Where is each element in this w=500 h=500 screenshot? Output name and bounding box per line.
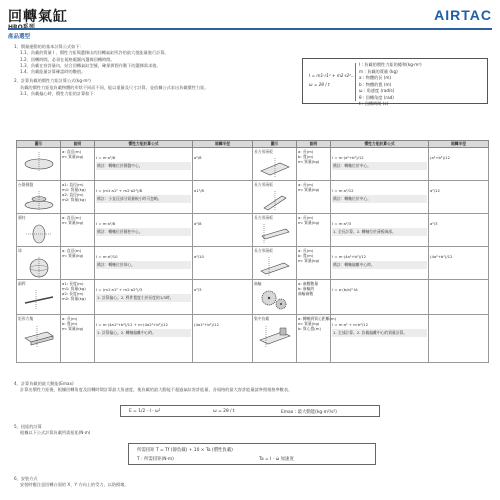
- case-label: 矩形方塊: [18, 316, 34, 321]
- formula-cell: [331, 181, 429, 214]
- formula-text: I = m·a²/12: [332, 188, 354, 193]
- section-4-body: 計算出慣性力矩後，根據回轉角度及回轉時間計算最大角速度，使負載的最大動能不超過氣缸容許能量，各規格的最大容許能量請參照規格參數表。: [20, 387, 293, 392]
- note-text: 備註：轉軸偏離中心時。: [332, 261, 427, 269]
- formula-cell: [331, 280, 429, 315]
- radius-cell: [429, 280, 489, 315]
- col-header: 圖示: [253, 141, 297, 148]
- box-divider: [355, 63, 356, 101]
- diagram-cell: [253, 247, 297, 280]
- note-line: 1.1、負載的質量 I 、慣性力矩與選擇出的回轉氣缸所許的最大值能量進行計算。: [20, 50, 169, 56]
- energy-formula: E = 1/2 · I · ω²: [129, 409, 161, 414]
- col-header: 迴轉半徑: [429, 141, 489, 148]
- rectangular-block-diagram-icon: [22, 324, 56, 348]
- dim-text: m: 質量(kg): [62, 253, 84, 258]
- note-text: 備註：轉軸位於中心。: [332, 162, 427, 170]
- table-row: [253, 148, 489, 181]
- diagram-cell: [253, 280, 297, 315]
- formula-cell: [331, 214, 429, 247]
- case-label: 球: [18, 248, 22, 253]
- diagram-cell: [17, 247, 61, 280]
- inertia-table-left: [16, 140, 253, 363]
- dim-text: a: 長(m): [298, 182, 314, 187]
- formula-text: I = m·(a²+b²)/12: [332, 155, 364, 160]
- note-text: 1. 計算偏心。2. 桿件寬度小於長度的1/3時。: [96, 294, 191, 302]
- note-line: 1.3、負載在容許量內，結合回轉氣缸型號，確保實際作動下的選擇需求值。: [20, 62, 161, 68]
- table-row: [17, 148, 253, 181]
- case-label: 長方形薄板: [254, 248, 273, 253]
- radius-text: [430, 281, 487, 287]
- radius-cell: [429, 148, 489, 181]
- table-row: [17, 181, 253, 214]
- radius-cell: [193, 247, 253, 280]
- dim-text: m1: 質量(kg): [62, 187, 86, 192]
- radius-text: a²/3: [430, 221, 438, 226]
- diagram-cell: [17, 315, 61, 363]
- thin-rod-diagram-icon: [22, 289, 56, 311]
- dim-text: a: 直徑(m): [62, 248, 82, 253]
- dim-text: m1: 質量(kg): [62, 286, 86, 291]
- formula-cell: [95, 315, 193, 363]
- formula-text: I = m·a²/8: [96, 155, 116, 160]
- diagram-cell: [253, 214, 297, 247]
- radius-text: [430, 316, 487, 322]
- omega-formula: ω = 2θ / t: [213, 409, 235, 414]
- dim-text: b: 齒輪的: [298, 286, 315, 291]
- section-5-title: 5、扭矩的計算: [14, 424, 42, 429]
- inertia-table-right: [252, 140, 489, 363]
- table-row: [17, 280, 253, 315]
- cylinder-diagram-icon: [22, 223, 56, 245]
- dims-cell: [61, 214, 95, 247]
- brand-logo: AIRTAC: [434, 7, 492, 23]
- formula-cell: [331, 148, 429, 181]
- dim-text: m: 質量(kg): [298, 258, 320, 263]
- col-header: 慣性力矩計算公式: [331, 141, 429, 148]
- dims-cell: [297, 181, 331, 214]
- section-4: [14, 381, 484, 393]
- legend-item: I : 負載的慣性力矩的總和(kg·m²): [359, 62, 422, 67]
- dim-text: m: 質量(kg): [298, 220, 320, 225]
- note-line: 1.4、負載能量計算確認時的數值。: [20, 69, 86, 75]
- radius-cell: [429, 247, 489, 280]
- legend-item: m : 負載的質量 (kg): [359, 68, 398, 74]
- formula-text: I = (m1·a1² + m2·a2²)/8: [96, 188, 143, 193]
- dims-cell: [61, 280, 95, 315]
- radius-text: a²/10: [194, 254, 204, 259]
- case-label: 集中負載: [254, 316, 270, 321]
- table-header-row: [17, 141, 253, 148]
- col-header: 慣性力矩計算公式: [95, 141, 193, 148]
- section-4-title: 4、計算負載的最大動能(Emax): [14, 381, 74, 386]
- note-text: 備註：轉軸位於球心。: [96, 261, 191, 269]
- note-text: 1. 全長計算。2. 轉軸位於薄板端部。: [332, 228, 427, 236]
- note-text: 備註：小直徑部分質量較小時可忽略。: [96, 195, 191, 203]
- section-5: [14, 424, 484, 436]
- dim-text: b: 寬(m): [298, 253, 314, 258]
- legend-item: b : 物體的寬 (m): [359, 81, 392, 87]
- diagram-cell: [253, 148, 297, 181]
- legend-item: t : 回轉時間 (s): [359, 101, 389, 106]
- note-text: 1. 全部計算。2. 負載偏離中心的質量計算。: [332, 329, 427, 337]
- col-header: 說明: [61, 141, 95, 148]
- formula-cell: [95, 247, 193, 280]
- case-label: 長方形薄板: [254, 149, 273, 154]
- table-row: [253, 214, 489, 247]
- formula-cell: [95, 148, 193, 181]
- dim-text: a2: 長度(m): [62, 291, 84, 296]
- note-text: 備註：轉軸位於圓柱中心。: [96, 228, 191, 236]
- note-line: 2、計算負載的慣性力矩計算公式(kg·m²): [14, 78, 91, 84]
- dim-text: m: 質量(kg): [298, 187, 320, 192]
- dim-text: a1: 長度(m): [62, 281, 84, 286]
- plate-diagram-icon: [258, 157, 292, 179]
- formula-cell: [331, 247, 429, 280]
- radius-cell: [193, 181, 253, 214]
- dims-cell: [297, 280, 331, 315]
- page-title: 回轉氣缸: [8, 9, 68, 25]
- dim-text: m2: 質量(kg): [62, 296, 86, 301]
- dim-text: a2: 直徑(m): [62, 192, 84, 197]
- table-row: [17, 315, 253, 363]
- legend-item: θ : 回轉角度 (rad): [359, 94, 394, 100]
- note-line: 1.2、回轉時間。必須在規格範圍內選擇回轉時間。: [20, 56, 115, 62]
- radius-text: a²/3: [194, 287, 202, 292]
- table-row: [17, 247, 253, 280]
- note-text: 1. 計算偏心。2. 轉軸偏離中心時。: [96, 329, 191, 337]
- case-label: 齒輪: [254, 281, 262, 286]
- dims-cell: [297, 214, 331, 247]
- dim-text: a: 直徑(m): [62, 149, 82, 154]
- legend-item: a : 物體的長 (m): [359, 75, 392, 80]
- dims-cell: [61, 247, 95, 280]
- symbol-legend: [359, 62, 422, 108]
- inertia-load-legend: Ta = I · ω̇ 加速度: [259, 457, 294, 462]
- dims-cell: [297, 148, 331, 181]
- col-header: 說明: [297, 141, 331, 148]
- case-label: 圓柱: [18, 215, 26, 220]
- formula-text: I = a·(b/a)²·IA: [332, 287, 358, 292]
- formula-text: I = m·(4a1²+b²)/12 + m·(4a2²+b²)/12: [96, 322, 168, 327]
- dim-text: a: 轉軸到質心距離(m): [298, 316, 337, 321]
- note-text: 備註：轉軸位於中心。: [332, 195, 427, 203]
- formula-legend-box: [302, 58, 488, 104]
- radius-text: (a²+b²)/12: [430, 155, 451, 160]
- radius-text: a²/8: [194, 221, 202, 226]
- dim-text: m: 質量(kg): [62, 326, 84, 331]
- radius-cell: [429, 181, 489, 214]
- disc-diagram-icon: [22, 151, 56, 173]
- stepped-disc-diagram-icon: [22, 190, 56, 212]
- radius-text: a1²/8: [194, 188, 204, 193]
- formula-text: I = m·(4a²+b²)/12: [332, 254, 367, 259]
- diagram-cell: [17, 148, 61, 181]
- diagram-cell: [17, 280, 61, 315]
- plate-end-diagram-icon: [258, 223, 292, 245]
- case-label: 長方形薄板: [254, 215, 273, 220]
- section-heading: 產品選型: [8, 34, 31, 40]
- radius-cell: [193, 214, 253, 247]
- formula-text: I = m·a²/3: [332, 221, 352, 226]
- diagram-cell: [253, 315, 297, 363]
- section-5-body: 根據以下公式計算負載所需扭矩(N·m): [20, 430, 91, 435]
- dim-text: a: 長(m): [62, 316, 78, 321]
- table-row: [253, 280, 489, 315]
- dim-text: m2: 質量(kg): [62, 197, 86, 202]
- note-line: 3.1、負載偏心時，慣性力矩的計算如下：: [20, 91, 98, 97]
- torque-formula: 所需扭矩 T = Tf (靜負載) + 10 × Ta (慣性負載): [137, 448, 233, 453]
- dim-text: m: 質量(kg): [62, 220, 84, 225]
- dim-text: m: 質量(kg): [298, 159, 320, 164]
- dims-cell: [61, 181, 95, 214]
- radius-cell: [193, 148, 253, 181]
- formula-text: I = m·a²/8: [96, 221, 116, 226]
- torque-formula-box: [128, 443, 376, 465]
- case-label: 台階圓盤: [18, 182, 34, 187]
- dim-text: a: 長(m): [298, 248, 314, 253]
- dim-text: 齒輪齒數: [298, 291, 314, 296]
- table-row: [17, 214, 253, 247]
- note-line: 負載的慣性力矩依負載物體的形狀不同而不同，能以重量及尺寸計算，並依據公式求出負載慣性力矩。: [20, 84, 209, 90]
- formula-list: [309, 71, 355, 89]
- formula-cell: [331, 315, 429, 363]
- case-label: 細桿: [18, 281, 26, 286]
- radius-cell: [429, 214, 489, 247]
- dim-text: a: 齒數數量: [298, 281, 319, 286]
- case-label: 長方形薄板: [254, 182, 273, 187]
- dim-text: a: 直徑(m): [62, 215, 82, 220]
- header-divider: [8, 28, 492, 30]
- dim-text: a: 長(m): [298, 215, 314, 220]
- energy-formula-box: [120, 405, 380, 417]
- sphere-diagram-icon: [22, 256, 56, 278]
- table-row: [253, 315, 489, 363]
- dim-text: m: 質量(kg): [298, 321, 320, 326]
- dim-text: a1: 直徑(m): [62, 182, 84, 187]
- emax-legend: Emax : 最大動能(kg·m²/s²): [281, 410, 337, 415]
- legend-item: ω : 角速度 (rad/s): [359, 88, 395, 93]
- formula-cell: [95, 181, 193, 214]
- formula-cell: [95, 214, 193, 247]
- section-6-body: 安裝時應注意回轉台面的 X、Y 方向上的受力，以防損壞。: [20, 482, 129, 487]
- radius-text: a²/12: [430, 188, 440, 193]
- col-header: 迴轉半徑: [193, 141, 253, 148]
- diagram-cell: [17, 181, 61, 214]
- angular-velocity-formula: ω = 2θ / t: [309, 82, 330, 87]
- section-6: [14, 476, 484, 488]
- torque-legend: T : 所需扭矩(N·m): [137, 457, 174, 462]
- dims-cell: [297, 247, 331, 280]
- diagram-cell: [253, 181, 297, 214]
- concentrated-load-diagram-icon: [258, 324, 292, 348]
- gear-diagram-icon: [258, 289, 292, 311]
- note-line: 1、慣量運動的的基本計算公式如下：: [14, 44, 84, 49]
- formula-text: I = m·a² + m·b²/12: [332, 322, 369, 327]
- table-row: [253, 247, 489, 280]
- inertia-formula: I = m1·r1² + m2·r2²...: [309, 73, 355, 78]
- dims-cell: [61, 315, 95, 363]
- radius-cell: [193, 280, 253, 315]
- radius-text: a²/8: [194, 155, 202, 160]
- section-6-title: 6、安裝方式: [14, 476, 38, 481]
- intro-notes: [14, 44, 274, 97]
- dim-text: a: 長(m): [298, 149, 314, 154]
- formula-cell: [95, 280, 193, 315]
- dim-text: m: 質量(kg): [62, 154, 84, 159]
- plate-offset-diagram-icon: [258, 256, 292, 278]
- dim-text: b: 寬(m): [62, 321, 78, 326]
- radius-cell: [429, 315, 489, 363]
- radius-text: (4a1²+b²)/12: [194, 322, 219, 327]
- formula-text: I = (m1·a1² + m2·a2²)/3: [96, 287, 143, 292]
- diagram-cell: [17, 214, 61, 247]
- plate-vertical-diagram-icon: [258, 190, 292, 212]
- radius-text: (4a²+b²)/12: [430, 254, 453, 259]
- dims-cell: [297, 315, 337, 363]
- dim-text: b: 寬(m): [298, 154, 314, 159]
- table-row: [253, 181, 489, 214]
- note-text: 備註：轉軸位於圓盤中心。: [96, 162, 191, 170]
- dims-cell: [61, 148, 95, 181]
- col-header: 圖示: [17, 141, 61, 148]
- table-header-row: [253, 141, 489, 148]
- page-header: [8, 6, 492, 30]
- dim-text: b: 質心寬(m): [298, 326, 321, 331]
- formula-text: I = m·a²/10: [96, 254, 118, 259]
- radius-cell: [193, 315, 253, 363]
